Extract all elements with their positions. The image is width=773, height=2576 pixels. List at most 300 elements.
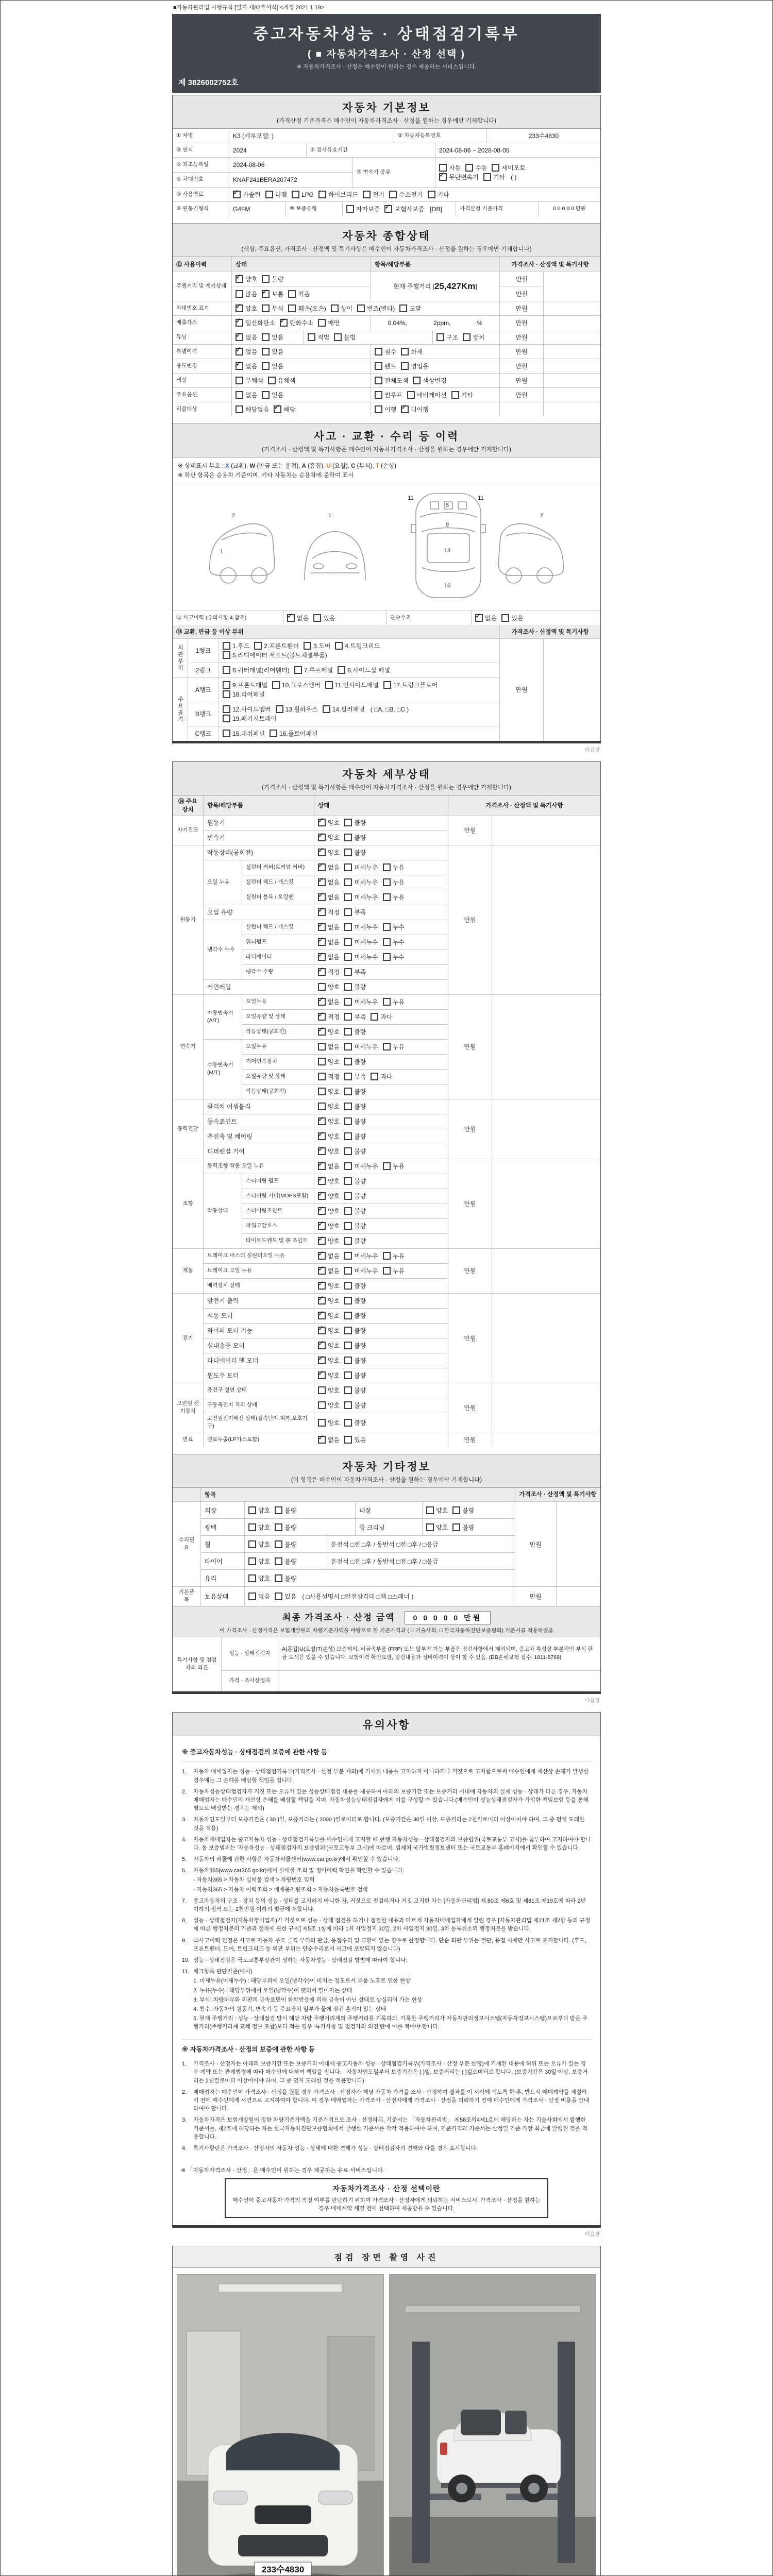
checked-checkbox-icon[interactable] (318, 1312, 326, 1319)
checkbox-option[interactable] (318, 1236, 340, 1245)
unchecked-checkbox-icon[interactable] (371, 1073, 378, 1080)
checkbox-option[interactable] (223, 690, 265, 699)
unchecked-checkbox-icon[interactable] (344, 1401, 352, 1409)
unchecked-checkbox-icon[interactable] (344, 953, 352, 961)
checkbox-option[interactable] (318, 1132, 340, 1141)
checked-checkbox-icon[interactable] (318, 849, 326, 856)
unchecked-checkbox-icon[interactable] (318, 1043, 326, 1050)
checkbox-option[interactable] (344, 1132, 366, 1141)
checked-checkbox-icon[interactable] (318, 953, 326, 961)
checkbox-option[interactable] (344, 1072, 366, 1081)
checkbox-option[interactable] (344, 1386, 366, 1395)
unchecked-checkbox-icon[interactable] (318, 191, 326, 198)
unchecked-checkbox-icon[interactable] (426, 1506, 434, 1514)
checked-checkbox-icon[interactable] (318, 938, 326, 946)
checkbox-option[interactable] (276, 705, 318, 714)
checkbox-option[interactable] (288, 290, 310, 298)
checkbox-option[interactable] (375, 376, 408, 385)
unchecked-checkbox-icon[interactable] (344, 1073, 352, 1080)
unchecked-checkbox-icon[interactable] (344, 1327, 352, 1334)
unchecked-checkbox-icon[interactable] (248, 1592, 256, 1600)
checkbox-option[interactable] (344, 1435, 366, 1444)
checkbox-option[interactable] (463, 333, 484, 342)
checkbox-option[interactable] (275, 1506, 296, 1515)
checked-checkbox-icon[interactable] (280, 319, 288, 327)
checkbox-option[interactable] (318, 1386, 340, 1395)
checked-checkbox-icon[interactable] (236, 362, 243, 370)
checkbox-option[interactable] (375, 347, 396, 356)
unchecked-checkbox-icon[interactable] (265, 191, 273, 198)
checkbox-option[interactable] (344, 1207, 366, 1215)
checkbox-option[interactable] (262, 275, 283, 283)
checkbox-option[interactable] (436, 333, 458, 342)
checked-checkbox-icon[interactable] (318, 1147, 326, 1155)
checkbox-option[interactable] (318, 1251, 340, 1260)
checked-checkbox-icon[interactable] (318, 1297, 326, 1304)
unchecked-checkbox-icon[interactable] (344, 1222, 352, 1230)
checkbox-option[interactable] (223, 651, 327, 659)
checkbox-option[interactable] (383, 893, 405, 902)
unchecked-checkbox-icon[interactable] (325, 681, 333, 689)
checkbox-option[interactable] (452, 1523, 474, 1532)
checked-checkbox-icon[interactable] (236, 304, 243, 312)
unchecked-checkbox-icon[interactable] (308, 333, 315, 341)
checkbox-option[interactable] (465, 163, 487, 172)
unchecked-checkbox-icon[interactable] (335, 642, 343, 650)
unchecked-checkbox-icon[interactable] (344, 1147, 352, 1155)
unchecked-checkbox-icon[interactable] (344, 1312, 352, 1319)
unchecked-checkbox-icon[interactable] (344, 1267, 352, 1275)
checkbox-option[interactable] (318, 997, 340, 1006)
checkbox-option[interactable] (248, 1506, 270, 1515)
checkbox-option[interactable] (383, 878, 405, 887)
checkbox-option[interactable] (318, 1042, 340, 1051)
checked-checkbox-icon[interactable] (318, 1342, 326, 1349)
unchecked-checkbox-icon[interactable] (323, 705, 330, 713)
unchecked-checkbox-icon[interactable] (383, 1252, 391, 1260)
checkbox-option[interactable] (344, 1371, 366, 1380)
checkbox-option[interactable] (371, 1012, 392, 1021)
unchecked-checkbox-icon[interactable] (344, 863, 352, 871)
checkbox-option[interactable] (223, 714, 277, 723)
checked-checkbox-icon[interactable] (236, 319, 243, 327)
checkbox-option[interactable] (318, 878, 340, 887)
checked-checkbox-icon[interactable] (274, 405, 281, 413)
unchecked-checkbox-icon[interactable] (270, 730, 277, 737)
unchecked-checkbox-icon[interactable] (344, 1436, 352, 1444)
unchecked-checkbox-icon[interactable] (344, 1371, 352, 1379)
unchecked-checkbox-icon[interactable] (344, 878, 352, 886)
unchecked-checkbox-icon[interactable] (223, 730, 230, 737)
unchecked-checkbox-icon[interactable] (383, 1162, 391, 1170)
checkbox-option[interactable] (318, 968, 340, 976)
checked-checkbox-icon[interactable] (318, 1327, 326, 1334)
unchecked-checkbox-icon[interactable] (318, 1386, 326, 1394)
checkbox-option[interactable] (383, 1266, 405, 1275)
unchecked-checkbox-icon[interactable] (363, 191, 371, 198)
unchecked-checkbox-icon[interactable] (236, 405, 243, 413)
unchecked-checkbox-icon[interactable] (223, 666, 230, 674)
checkbox-option[interactable] (236, 318, 275, 327)
unchecked-checkbox-icon[interactable] (344, 1342, 352, 1349)
checkbox-option[interactable] (338, 666, 390, 674)
unchecked-checkbox-icon[interactable] (275, 1557, 282, 1565)
unchecked-checkbox-icon[interactable] (426, 1523, 434, 1531)
unchecked-checkbox-icon[interactable] (344, 1282, 352, 1290)
checkbox-option[interactable] (344, 1057, 366, 1066)
checkbox-option[interactable] (452, 1506, 474, 1515)
checkbox-option[interactable] (389, 190, 423, 199)
checked-checkbox-icon[interactable] (318, 1267, 326, 1275)
checked-checkbox-icon[interactable] (318, 1177, 326, 1185)
checked-checkbox-icon[interactable] (318, 1117, 326, 1125)
unchecked-checkbox-icon[interactable] (318, 1103, 326, 1110)
unchecked-checkbox-icon[interactable] (383, 923, 391, 931)
checkbox-option[interactable] (331, 304, 352, 313)
checked-checkbox-icon[interactable] (318, 863, 326, 871)
checkbox-option[interactable] (236, 275, 257, 283)
checkbox-option[interactable] (428, 190, 449, 199)
checkbox-option[interactable] (344, 1177, 366, 1185)
checkbox-option[interactable] (344, 1236, 366, 1245)
unchecked-checkbox-icon[interactable] (223, 715, 230, 722)
checkbox-option[interactable] (318, 938, 340, 946)
checkbox-option[interactable] (383, 923, 405, 931)
unchecked-checkbox-icon[interactable] (451, 391, 459, 399)
checkbox-option[interactable] (344, 982, 366, 991)
unchecked-checkbox-icon[interactable] (344, 819, 352, 826)
unchecked-checkbox-icon[interactable] (383, 878, 391, 886)
checkbox-option[interactable] (375, 405, 396, 414)
checkbox-option[interactable] (294, 666, 333, 674)
checkbox-option[interactable] (262, 362, 283, 370)
checkbox-option[interactable] (344, 863, 378, 872)
unchecked-checkbox-icon[interactable] (346, 205, 354, 213)
unchecked-checkbox-icon[interactable] (262, 304, 270, 312)
checkbox-option[interactable] (344, 968, 366, 976)
unchecked-checkbox-icon[interactable] (463, 333, 470, 341)
unchecked-checkbox-icon[interactable] (375, 391, 382, 399)
checkbox-option[interactable] (344, 1027, 366, 1036)
unchecked-checkbox-icon[interactable] (344, 1207, 352, 1215)
checkbox-option[interactable] (223, 666, 290, 674)
checkbox-option[interactable] (318, 908, 340, 917)
checkbox-option[interactable] (248, 1592, 270, 1601)
unchecked-checkbox-icon[interactable] (236, 290, 243, 298)
unchecked-checkbox-icon[interactable] (223, 642, 230, 650)
checkbox-option[interactable] (318, 923, 340, 931)
checked-checkbox-icon[interactable] (287, 614, 295, 622)
checkbox-option[interactable] (318, 1341, 340, 1350)
unchecked-checkbox-icon[interactable] (223, 681, 230, 689)
unchecked-checkbox-icon[interactable] (344, 1117, 352, 1125)
unchecked-checkbox-icon[interactable] (344, 1058, 352, 1065)
checkbox-option[interactable] (344, 1341, 366, 1350)
checkbox-option[interactable] (275, 1540, 296, 1549)
checked-checkbox-icon[interactable] (318, 1192, 326, 1200)
checkbox-option[interactable] (318, 1356, 340, 1365)
checkbox-option[interactable] (344, 1356, 366, 1365)
unchecked-checkbox-icon[interactable] (313, 614, 321, 622)
unchecked-checkbox-icon[interactable] (375, 377, 382, 384)
unchecked-checkbox-icon[interactable] (344, 893, 352, 901)
unchecked-checkbox-icon[interactable] (318, 1058, 326, 1065)
unchecked-checkbox-icon[interactable] (262, 333, 270, 341)
unchecked-checkbox-icon[interactable] (262, 275, 270, 283)
checkbox-option[interactable] (344, 1102, 366, 1111)
unchecked-checkbox-icon[interactable] (248, 1540, 256, 1548)
checkbox-option[interactable] (223, 705, 271, 714)
unchecked-checkbox-icon[interactable] (223, 690, 230, 698)
checked-checkbox-icon[interactable] (439, 173, 447, 181)
checkbox-option[interactable] (262, 347, 283, 356)
checkbox-option[interactable] (318, 818, 340, 827)
unchecked-checkbox-icon[interactable] (344, 1252, 352, 1260)
checked-checkbox-icon[interactable] (318, 1371, 326, 1379)
checkbox-option[interactable] (344, 1266, 378, 1275)
checkbox-option[interactable] (318, 1087, 340, 1096)
checked-checkbox-icon[interactable] (384, 205, 392, 213)
checkbox-option[interactable] (344, 1147, 366, 1156)
unchecked-checkbox-icon[interactable] (357, 304, 365, 312)
unchecked-checkbox-icon[interactable] (344, 1419, 352, 1427)
unchecked-checkbox-icon[interactable] (276, 705, 283, 713)
checked-checkbox-icon[interactable] (318, 1028, 326, 1036)
unchecked-checkbox-icon[interactable] (413, 377, 421, 384)
checked-checkbox-icon[interactable] (318, 968, 326, 976)
checkbox-option[interactable] (318, 1057, 340, 1066)
checked-checkbox-icon[interactable] (318, 1013, 326, 1021)
checked-checkbox-icon[interactable] (318, 893, 326, 901)
checkbox-option[interactable] (407, 391, 447, 399)
unchecked-checkbox-icon[interactable] (294, 666, 302, 674)
checkbox-option[interactable] (265, 190, 287, 199)
unchecked-checkbox-icon[interactable] (262, 348, 270, 355)
checkbox-option[interactable] (344, 1042, 378, 1051)
checkbox-option[interactable] (323, 705, 365, 714)
checkbox-option[interactable] (280, 318, 313, 327)
checkbox-option[interactable] (383, 997, 405, 1006)
unchecked-checkbox-icon[interactable] (383, 893, 391, 901)
checkbox-option[interactable] (383, 938, 405, 946)
checked-checkbox-icon[interactable] (318, 923, 326, 931)
checked-checkbox-icon[interactable] (318, 1237, 326, 1245)
unchecked-checkbox-icon[interactable] (371, 1013, 378, 1021)
unchecked-checkbox-icon[interactable] (344, 1357, 352, 1364)
checkbox-option[interactable] (344, 1281, 366, 1290)
checkbox-option[interactable] (318, 1266, 340, 1275)
unchecked-checkbox-icon[interactable] (288, 290, 296, 298)
checkbox-option[interactable] (275, 1523, 296, 1532)
checkbox-option[interactable] (292, 191, 314, 198)
checkbox-option[interactable] (344, 997, 378, 1006)
unchecked-checkbox-icon[interactable] (428, 191, 435, 198)
checkbox-option[interactable] (344, 878, 378, 887)
checkbox-option[interactable] (426, 1523, 448, 1532)
unchecked-checkbox-icon[interactable] (223, 705, 230, 713)
unchecked-checkbox-icon[interactable] (288, 304, 296, 312)
unchecked-checkbox-icon[interactable] (465, 164, 473, 172)
unchecked-checkbox-icon[interactable] (344, 1103, 352, 1110)
checkbox-option[interactable] (344, 1251, 378, 1260)
unchecked-checkbox-icon[interactable] (318, 1073, 326, 1080)
checkbox-option[interactable] (318, 1102, 340, 1111)
checkbox-option[interactable] (375, 362, 396, 370)
checkbox-option[interactable] (223, 641, 249, 650)
unchecked-checkbox-icon[interactable] (318, 983, 326, 991)
unchecked-checkbox-icon[interactable] (334, 333, 342, 341)
checkbox-option[interactable] (318, 190, 358, 199)
checked-checkbox-icon[interactable] (318, 1436, 326, 1444)
checkbox-option[interactable] (344, 848, 366, 857)
unchecked-checkbox-icon[interactable] (375, 362, 382, 370)
unchecked-checkbox-icon[interactable] (318, 319, 326, 327)
unchecked-checkbox-icon[interactable] (383, 998, 391, 1006)
checkbox-option[interactable] (223, 729, 265, 738)
checkbox-option[interactable] (344, 1326, 366, 1335)
checkbox-option[interactable] (401, 347, 423, 356)
checked-checkbox-icon[interactable] (318, 1282, 326, 1290)
checkbox-option[interactable] (384, 205, 424, 213)
unchecked-checkbox-icon[interactable] (248, 1523, 256, 1531)
checkbox-option[interactable] (371, 1072, 392, 1081)
unchecked-checkbox-icon[interactable] (383, 953, 391, 961)
unchecked-checkbox-icon[interactable] (375, 405, 382, 413)
checked-checkbox-icon[interactable] (236, 348, 243, 355)
unchecked-checkbox-icon[interactable] (223, 651, 230, 659)
checkbox-option[interactable] (344, 953, 378, 961)
checked-checkbox-icon[interactable] (318, 1357, 326, 1364)
checkbox-option[interactable] (254, 641, 299, 650)
checkbox-option[interactable] (383, 863, 405, 872)
checkbox-option[interactable] (344, 1222, 366, 1230)
checkbox-option[interactable] (344, 1012, 366, 1021)
unchecked-checkbox-icon[interactable] (344, 1177, 352, 1185)
unchecked-checkbox-icon[interactable] (318, 1401, 326, 1409)
unchecked-checkbox-icon[interactable] (275, 1506, 282, 1514)
unchecked-checkbox-icon[interactable] (331, 304, 339, 312)
unchecked-checkbox-icon[interactable] (344, 834, 352, 841)
unchecked-checkbox-icon[interactable] (236, 377, 243, 384)
checkbox-option[interactable] (401, 362, 429, 370)
unchecked-checkbox-icon[interactable] (344, 923, 352, 931)
checkbox-option[interactable] (383, 1162, 405, 1171)
unchecked-checkbox-icon[interactable] (318, 1088, 326, 1095)
checkbox-option[interactable] (236, 362, 257, 370)
unchecked-checkbox-icon[interactable] (344, 1132, 352, 1140)
checkbox-option[interactable] (262, 333, 283, 342)
checkbox-option[interactable] (288, 304, 326, 313)
checkbox-option[interactable] (318, 1435, 340, 1444)
unchecked-checkbox-icon[interactable] (268, 377, 276, 384)
unchecked-checkbox-icon[interactable] (401, 362, 409, 370)
checkbox-option[interactable] (492, 163, 525, 172)
checkbox-option[interactable] (233, 190, 261, 199)
unchecked-checkbox-icon[interactable] (248, 1557, 256, 1565)
checkbox-option[interactable] (318, 1326, 340, 1335)
unchecked-checkbox-icon[interactable] (344, 1297, 352, 1304)
checkbox-option[interactable] (236, 333, 257, 342)
checkbox-option[interactable] (501, 614, 523, 622)
checkbox-option[interactable] (344, 908, 366, 917)
checked-checkbox-icon[interactable] (401, 405, 409, 413)
checkbox-option[interactable] (275, 1574, 296, 1583)
checked-checkbox-icon[interactable] (475, 614, 483, 622)
unchecked-checkbox-icon[interactable] (407, 391, 415, 399)
checkbox-option[interactable] (318, 1222, 340, 1230)
checkbox-option[interactable] (335, 641, 380, 650)
checkbox-option[interactable] (344, 923, 378, 931)
unchecked-checkbox-icon[interactable] (272, 681, 280, 689)
unchecked-checkbox-icon[interactable] (501, 614, 509, 622)
unchecked-checkbox-icon[interactable] (275, 1540, 282, 1548)
checkbox-option[interactable] (475, 614, 497, 622)
checkbox-option[interactable] (248, 1523, 270, 1532)
unchecked-checkbox-icon[interactable] (452, 1523, 460, 1531)
checkbox-option[interactable] (287, 614, 309, 622)
unchecked-checkbox-icon[interactable] (275, 1523, 282, 1531)
checkbox-option[interactable] (344, 1192, 366, 1200)
checkbox-option[interactable] (344, 1311, 366, 1320)
checkbox-option[interactable] (248, 1574, 270, 1583)
checkbox-option[interactable] (344, 1418, 366, 1427)
checkbox-option[interactable] (483, 173, 505, 181)
unchecked-checkbox-icon[interactable] (344, 849, 352, 856)
unchecked-checkbox-icon[interactable] (344, 1088, 352, 1095)
unchecked-checkbox-icon[interactable] (389, 191, 397, 198)
checkbox-option[interactable] (223, 681, 267, 689)
checkbox-option[interactable] (318, 1192, 340, 1200)
unchecked-checkbox-icon[interactable] (248, 1506, 256, 1514)
unchecked-checkbox-icon[interactable] (344, 1043, 352, 1050)
checked-checkbox-icon[interactable] (318, 1162, 326, 1170)
checkbox-option[interactable] (318, 1162, 340, 1171)
checkbox-option[interactable] (270, 729, 318, 738)
unchecked-checkbox-icon[interactable] (383, 863, 391, 871)
unchecked-checkbox-icon[interactable] (344, 968, 352, 976)
checked-checkbox-icon[interactable] (318, 1252, 326, 1260)
unchecked-checkbox-icon[interactable] (254, 642, 262, 650)
checked-checkbox-icon[interactable] (262, 290, 270, 298)
unchecked-checkbox-icon[interactable] (383, 1043, 391, 1050)
checkbox-option[interactable] (401, 405, 429, 414)
checkbox-option[interactable] (248, 1557, 270, 1566)
checkbox-option[interactable] (248, 1540, 270, 1549)
unchecked-checkbox-icon[interactable] (436, 333, 444, 341)
unchecked-checkbox-icon[interactable] (262, 391, 270, 399)
unchecked-checkbox-icon[interactable] (344, 1028, 352, 1036)
unchecked-checkbox-icon[interactable] (383, 681, 391, 689)
checkbox-option[interactable] (344, 1117, 366, 1126)
checkbox-option[interactable] (344, 938, 378, 946)
checkbox-option[interactable] (399, 304, 421, 313)
unchecked-checkbox-icon[interactable] (292, 191, 299, 198)
checkbox-option[interactable] (318, 1147, 340, 1156)
checkbox-option[interactable] (375, 391, 402, 399)
checkbox-option[interactable] (318, 1012, 340, 1021)
checkbox-option[interactable] (318, 893, 340, 902)
unchecked-checkbox-icon[interactable] (375, 348, 382, 355)
unchecked-checkbox-icon[interactable] (399, 304, 407, 312)
checked-checkbox-icon[interactable] (318, 1132, 326, 1140)
unchecked-checkbox-icon[interactable] (344, 1386, 352, 1394)
checkbox-option[interactable] (318, 1401, 340, 1410)
checked-checkbox-icon[interactable] (318, 1222, 326, 1230)
checkbox-option[interactable] (318, 982, 340, 991)
checkbox-option[interactable] (383, 1042, 405, 1051)
checkbox-option[interactable] (318, 318, 340, 327)
checked-checkbox-icon[interactable] (318, 998, 326, 1006)
